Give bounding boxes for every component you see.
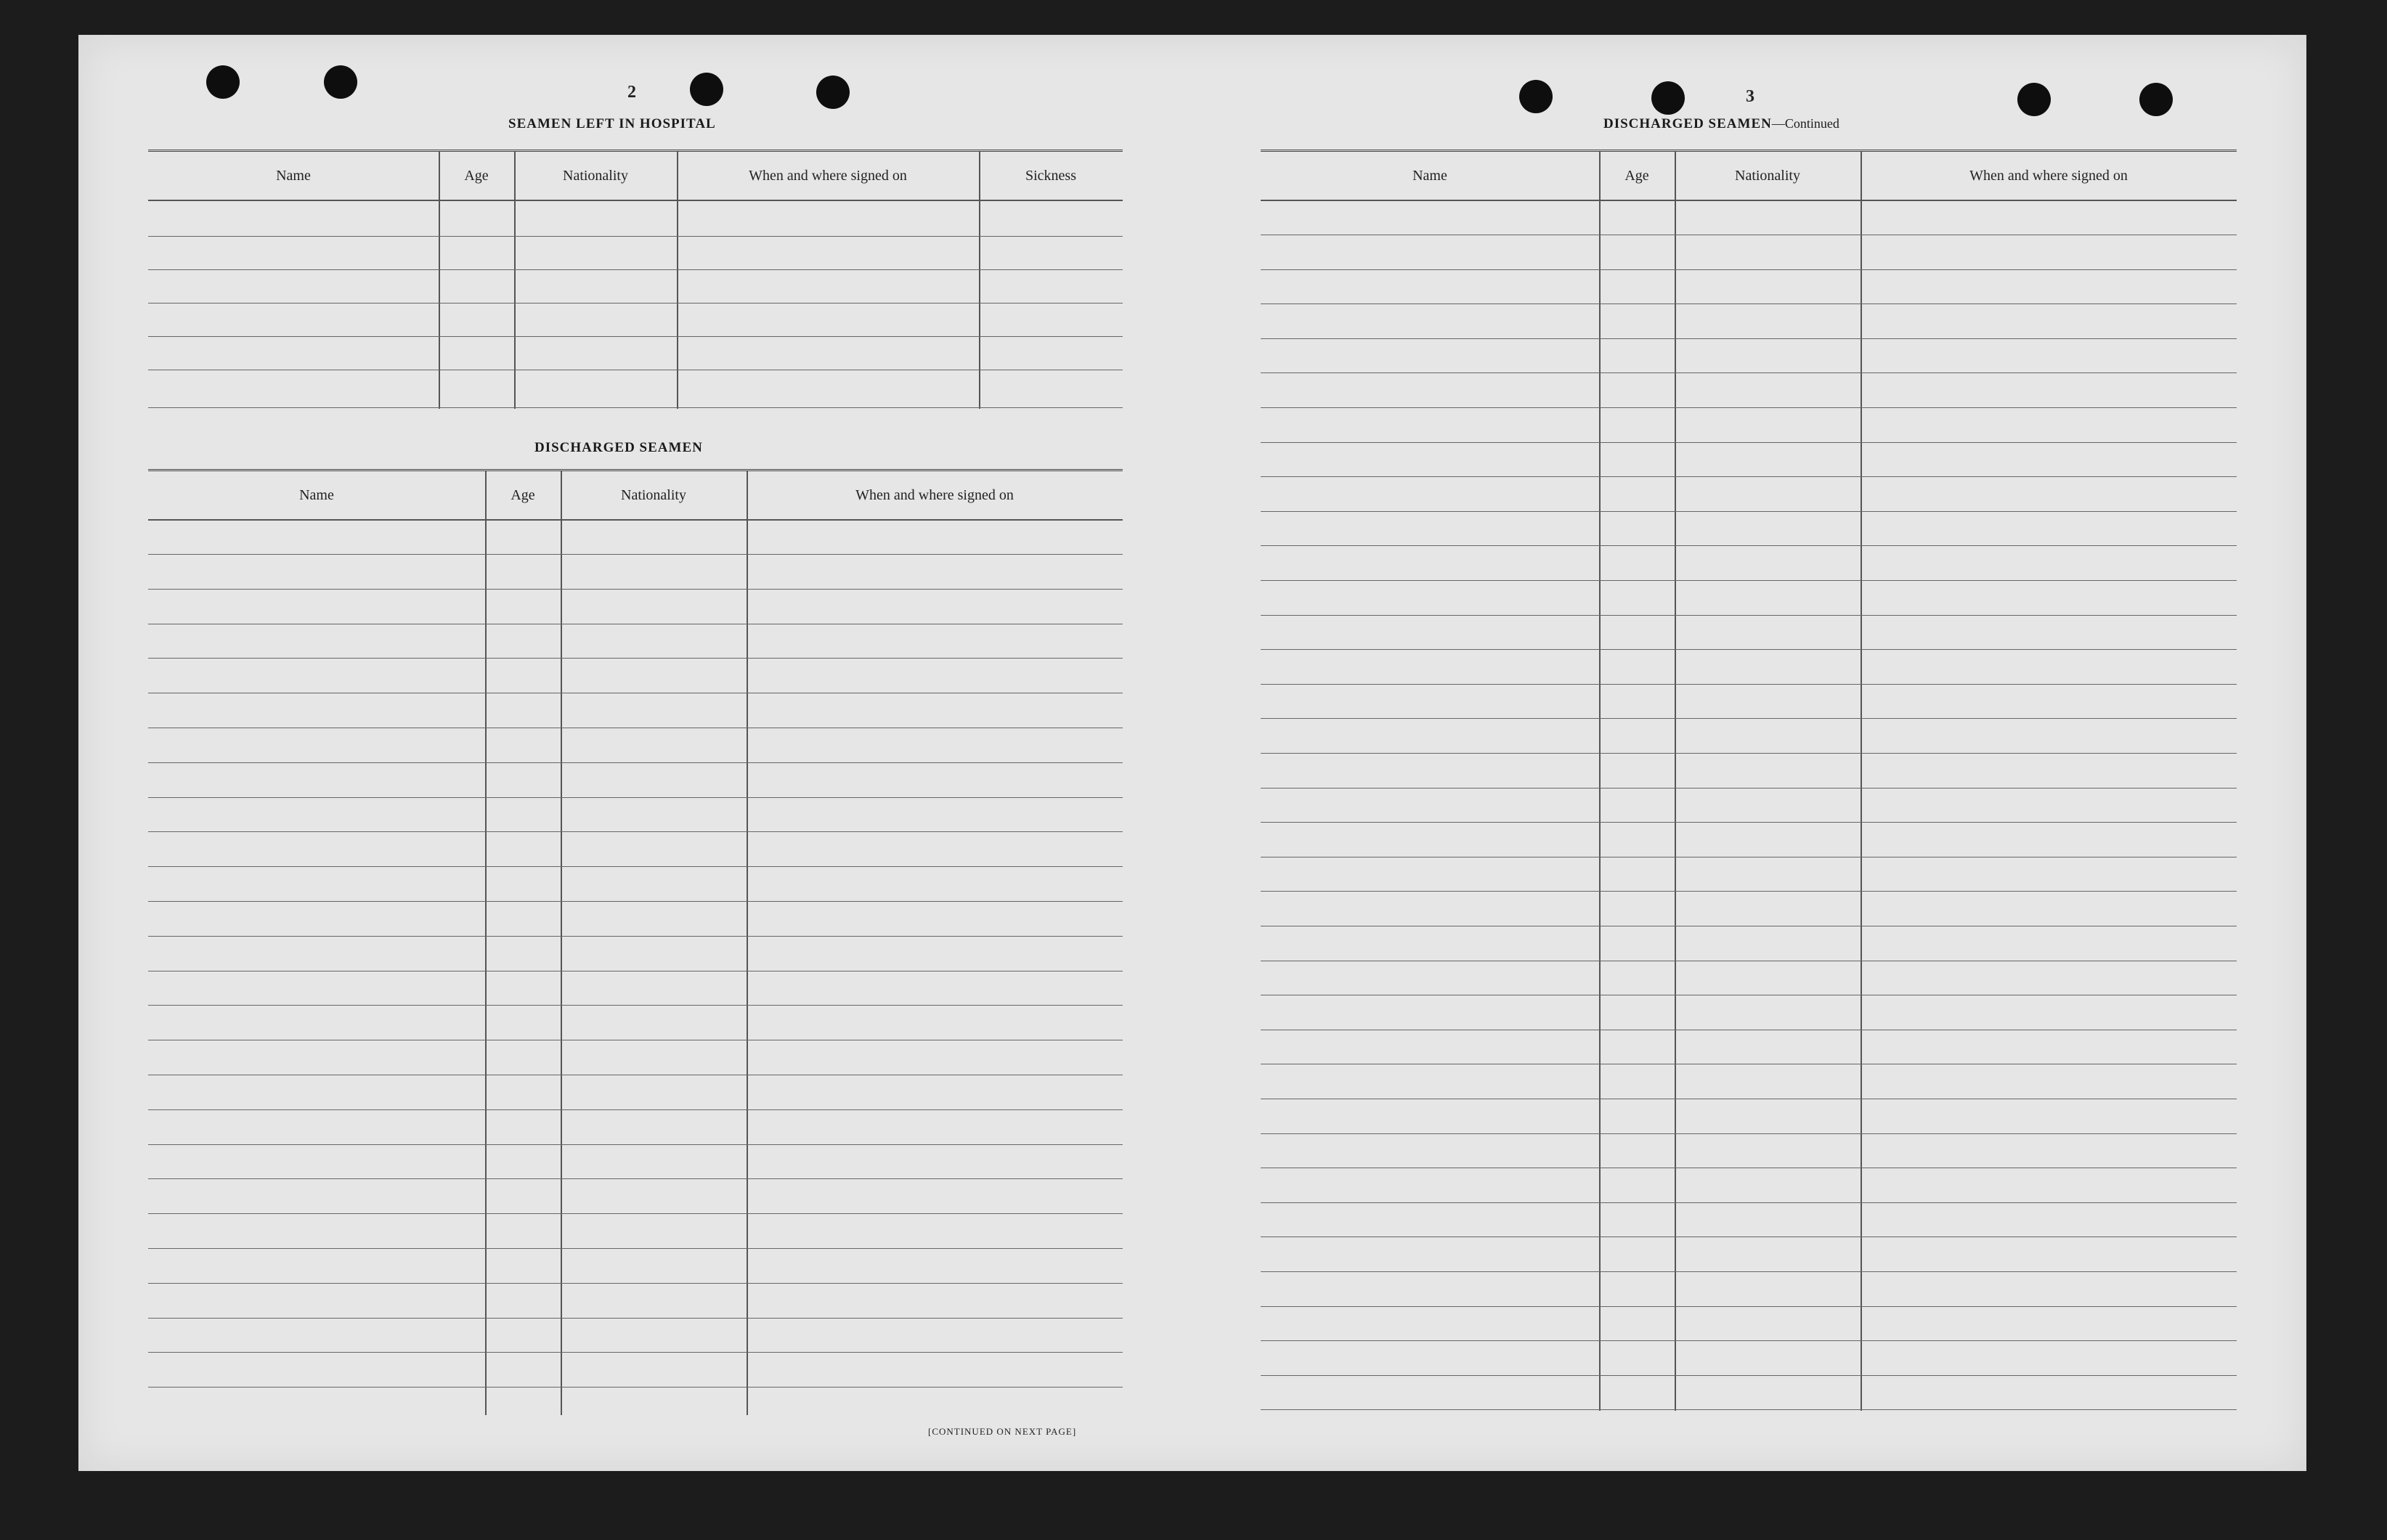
punch-hole [2017,83,2051,116]
row-line [1261,1306,2237,1307]
row-line [1261,372,2237,373]
col-name: Name [276,168,311,184]
document-sheet [78,35,2306,1471]
row-line [1261,1409,2237,1410]
col-age: Age [464,168,489,184]
row-line [148,1318,1123,1319]
punch-hole [1519,80,1553,113]
row-line [148,1144,1123,1145]
page-number-right: 3 [1746,87,1754,106]
column-divider [1675,152,1676,1411]
row-line [148,269,1123,270]
row-line [148,1387,1123,1388]
row-line [1261,1202,2237,1203]
col-signed-on: When and where signed on [749,168,907,184]
row-line [148,554,1123,555]
continued-suffix: —Continued [1771,116,1839,131]
discharged-table-header [148,471,1123,521]
column-divider [1861,152,1862,1411]
row-line [148,1178,1123,1179]
row-line [1261,718,2237,719]
column-divider [747,471,748,1415]
row-line [148,407,1123,408]
col-age: Age [1624,168,1649,184]
punch-hole [1651,81,1685,115]
col-age: Age [511,487,535,503]
discharged-continued-title [1603,116,1839,132]
row-line [1261,407,2237,408]
discharged-table-left [148,469,1123,1415]
row-line [1261,1375,2237,1376]
row-line [1261,511,2237,512]
row-line [1261,822,2237,823]
discharged-section-title: DISCHARGED SEAMEN [534,440,703,455]
row-line [1261,580,2237,581]
discharged-continued-title-text: DISCHARGED SEAMEN [1603,116,1772,131]
hospital-table-header [148,152,1123,201]
column-divider [561,471,562,1415]
column-divider [1599,152,1601,1411]
row-line [1261,788,2237,789]
row-line [1261,303,2237,304]
punch-hole [2139,83,2173,116]
col-nationality: Nationality [1735,168,1800,184]
hospital-section-title: SEAMEN LEFT IN HOSPITAL [508,116,716,131]
row-line [1261,1271,2237,1272]
row-line [148,1283,1123,1284]
row-line [148,866,1123,867]
row-line [148,831,1123,832]
punch-hole [324,65,357,99]
row-line [1261,649,2237,650]
column-divider [485,471,487,1415]
row-line [1261,753,2237,754]
col-name: Name [1412,168,1447,184]
punch-hole [206,65,240,99]
row-line [1261,476,2237,477]
col-name: Name [299,487,334,503]
row-line [1261,545,2237,546]
row-line [148,1248,1123,1249]
row-line [148,901,1123,902]
col-sickness: Sickness [1025,168,1076,184]
row-line [1261,615,2237,616]
col-signed-on: When and where signed on [1969,168,2128,184]
row-line [148,1213,1123,1214]
row-line [148,797,1123,798]
row-line [148,936,1123,937]
row-line [1261,684,2237,685]
discharged-table-right [1261,150,2237,1411]
row-line [1261,338,2237,339]
row-line [148,762,1123,763]
col-nationality: Nationality [563,168,628,184]
hospital-table [148,150,1123,409]
row-line [148,236,1123,237]
row-line [148,658,1123,659]
punch-hole [690,73,723,106]
col-nationality: Nationality [621,487,686,503]
row-line [1261,442,2237,443]
col-signed-on: When and where signed on [855,487,1014,503]
punch-hole [816,76,850,109]
row-line [148,1005,1123,1006]
discharged-table-header [1261,152,2237,201]
row-line [148,589,1123,590]
page-number-left: 2 [627,83,636,102]
row-line [148,1109,1123,1110]
continued-note: [CONTINUED ON NEXT PAGE] [928,1426,1077,1437]
row-line [1261,269,2237,270]
row-line [148,336,1123,337]
row-line [1261,1340,2237,1341]
row-line [1261,1133,2237,1134]
row-line [1261,891,2237,892]
row-line [148,1352,1123,1353]
